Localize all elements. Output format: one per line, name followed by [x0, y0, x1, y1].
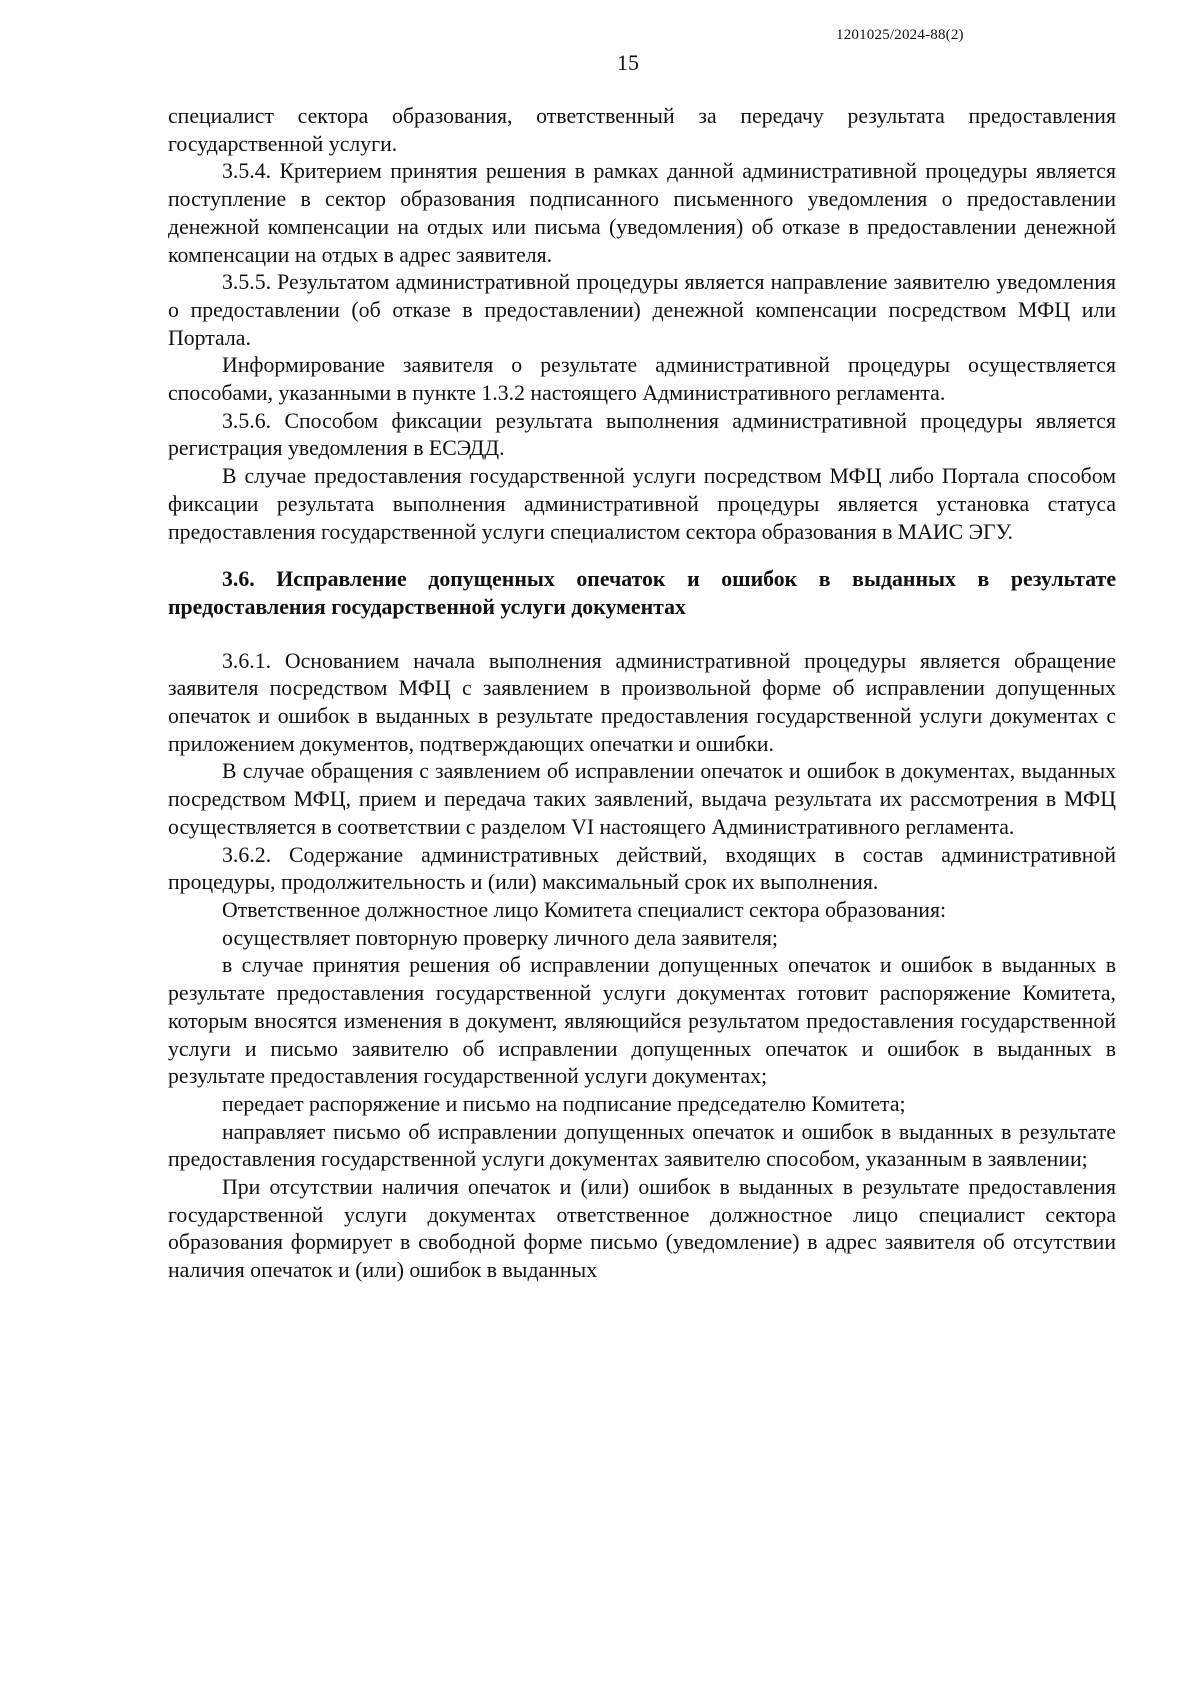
paragraph: 3.5.4. Критерием принятия решения в рамках данной административной процедуры является поступление в сектор образования подписанного письменного уведомления о предоставлении денежной компенсации на отдых или письма (уведомления) об отказе в предоставлении денежной компенсации на отдых в адрес заявителя.	[168, 159, 1116, 267]
paragraph: передает распоряжение и письмо на подписание председателю Комитета;	[222, 1091, 906, 1116]
paragraph: 3.6.1. Основанием начала выполнения административной процедуры является обращение заявителя посредством МФЦ с заявлением в произвольной форме об исправлении допущенных опечаток и ошибок в выданных в результате предоставления государственной услуги документах с приложением документов, подтверждающих опечатки и ошибки.	[168, 648, 1116, 756]
document-number: 1201025/2024-88(2)	[836, 27, 964, 43]
paragraph: При отсутствии наличия опечаток и (или) ошибок в выданных в результате предоставления государственной услуги документах ответственное должностное лицо специалист сектора образования формирует в свободной форме письмо (уведомление) в адрес заявителя об отсутствии наличия опечаток и (или) ошибок в выданных	[168, 1175, 1116, 1283]
paragraph: 3.5.5. Результатом административной процедуры является направление заявителю уведомления о предоставлении (об отказе в предоставлении) денежной компенсации посредством МФЦ или Портала.	[168, 270, 1116, 350]
paragraph: Информирование заявителя о результате административной процедуры осуществляется способами, указанными в пункте 1.3.2 настоящего Административного регламента.	[168, 353, 1116, 406]
paragraph: Ответственное должностное лицо Комитета специалист сектора образования:	[222, 897, 947, 922]
paragraph: в случае принятия решения об исправлении допущенных опечаток и ошибок в выданных в результате предоставления государственной услуги документах готовит распоряжение Комитета, которым вносятся изменения в документ, являющийся результатом предоставления государственной услуги и письмо заявителю об исправлении допущенных опечаток и ошибок в выданных в результате предоставления государственной услуги документах;	[168, 953, 1116, 1089]
paragraph: осуществляет повторную проверку личного дела заявителя;	[222, 925, 778, 950]
page-number: 15	[617, 50, 639, 75]
paragraph: направляет письмо об исправлении допущенных опечаток и ошибок в выданных в результате предоставления государственной услуги документах заявителю способом, указанным в заявлении;	[168, 1119, 1116, 1172]
paragraph: 3.5.6. Способом фиксации результата выполнения административной процедуры является регистрация уведомления в ЕСЭДД.	[168, 408, 1116, 461]
paragraph: 3.6.2. Содержание административных действий, входящих в состав административной процедуры, продолжительность и (или) максимальный срок их выполнения.	[168, 842, 1116, 895]
document-body	[168, 103, 1116, 1285]
section-heading: 3.6. Исправление допущенных опечаток и ошибок в выданных в результате предоставления государственной услуги документах	[168, 567, 1116, 619]
paragraph: В случае предоставления государственной услуги посредством МФЦ либо Портала способом фиксации результата выполнения административной процедуры является установка статуса предоставления государственной услуги специалистом сектора образования в МАИС ЭГУ.	[168, 464, 1116, 544]
paragraph: специалист сектора образования, ответственный за передачу результата предоставления государственной услуги.	[168, 104, 1116, 156]
paragraph: В случае обращения с заявлением об исправлении опечаток и ошибок в документах, выданных посредством МФЦ, прием и передача таких заявлений, выдача результата их рассмотрения в МФЦ осуществляется в соответствии с разделом VI настоящего Административного регламента.	[168, 759, 1116, 839]
